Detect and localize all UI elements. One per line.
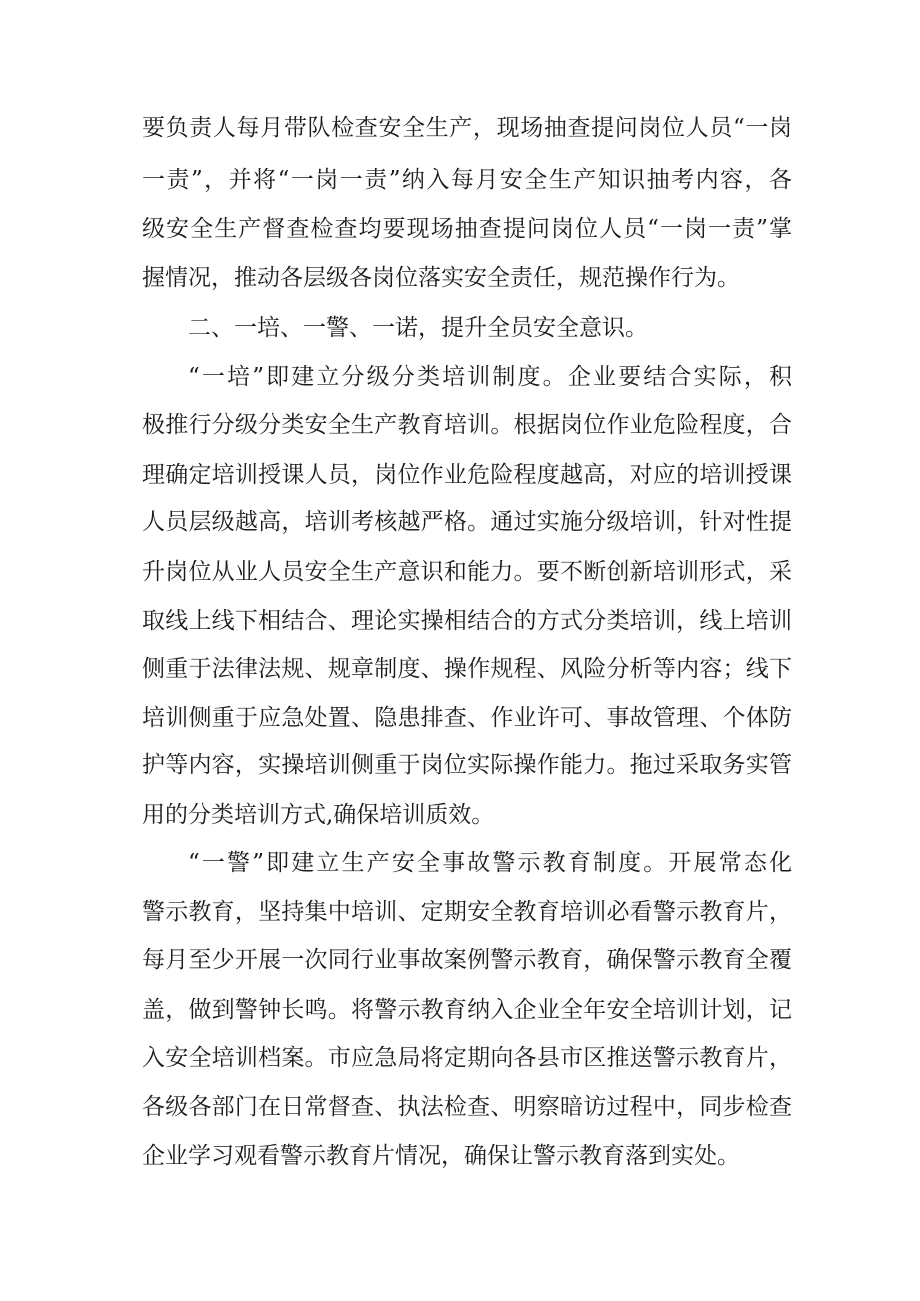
text-line: “一警”即建立生产安全事故警示教育制度。开展常态化 [188,850,792,876]
text-line: 警示教育，坚持集中培训、定期安全教育培训必看警示教育片， [142,899,792,925]
text-line: 培训侧重于应急处置、隐患排查、作业许可、事故管理、个体防 [142,705,792,731]
text-line: “一培”即建立分级分类培训制度。企业要结合实际，积 [188,364,792,390]
text-line: 取线上线下相结合、理论实操相结合的方式分类培训，线上培训 [142,608,792,634]
text-line: 握情况，推动各层级各岗位落实安全责任，规范操作行为。 [142,265,740,291]
text-line: 用的分类培训方式,确保培训质效。 [142,802,495,828]
text-line: 侧重于法律法规、规章制度、操作规程、风险分析等内容；线下 [142,656,792,682]
text-line: 理确定培训授课人员，岗位作业危险程度越高，对应的培训授课 [142,462,792,488]
text-line: 护等内容，实操培训侧重于岗位实际操作能力。拖过采取务实管 [142,752,792,778]
section-heading: 二、一培、一警、一诺，提升全员安全意识。 [188,315,648,341]
text-line: 一责”，并将“一岗一责”纳入每月安全生产知识抽考内容，各 [142,167,792,193]
text-line: 各级各部门在日常督查、执法检查、明察暗访过程中，同步检查 [142,1094,792,1120]
text-line: 盖，做到警钟长鸣。将警示教育纳入企业全年安全培训计划，记 [142,997,792,1023]
text-line: 入安全培训档案。市应急局将定期向各县市区推送警示教育片， [142,1045,792,1071]
text-line: 企业学习观看警示教育片情况，确保让警示教育落到实处。 [142,1143,740,1169]
text-line: 级安全生产督查检查均要现场抽查提问岗位人员“一岗一责”掌 [142,216,792,242]
text-line: 人员层级越高，培训考核越严格。通过实施分级培训，针对性提 [142,509,792,535]
text-line: 每月至少开展一次同行业事故案例警示教育，确保警示教育全覆 [142,947,792,973]
text-line: 极推行分级分类安全生产教育培训。根据岗位作业危险程度，合 [142,412,792,438]
text-line: 升岗位从业人员安全生产意识和能力。要不断创新培训形式，采 [142,559,792,585]
text-line: 要负责人每月带队检查安全生产，现场抽查提问岗位人员“一岗 [142,115,792,141]
